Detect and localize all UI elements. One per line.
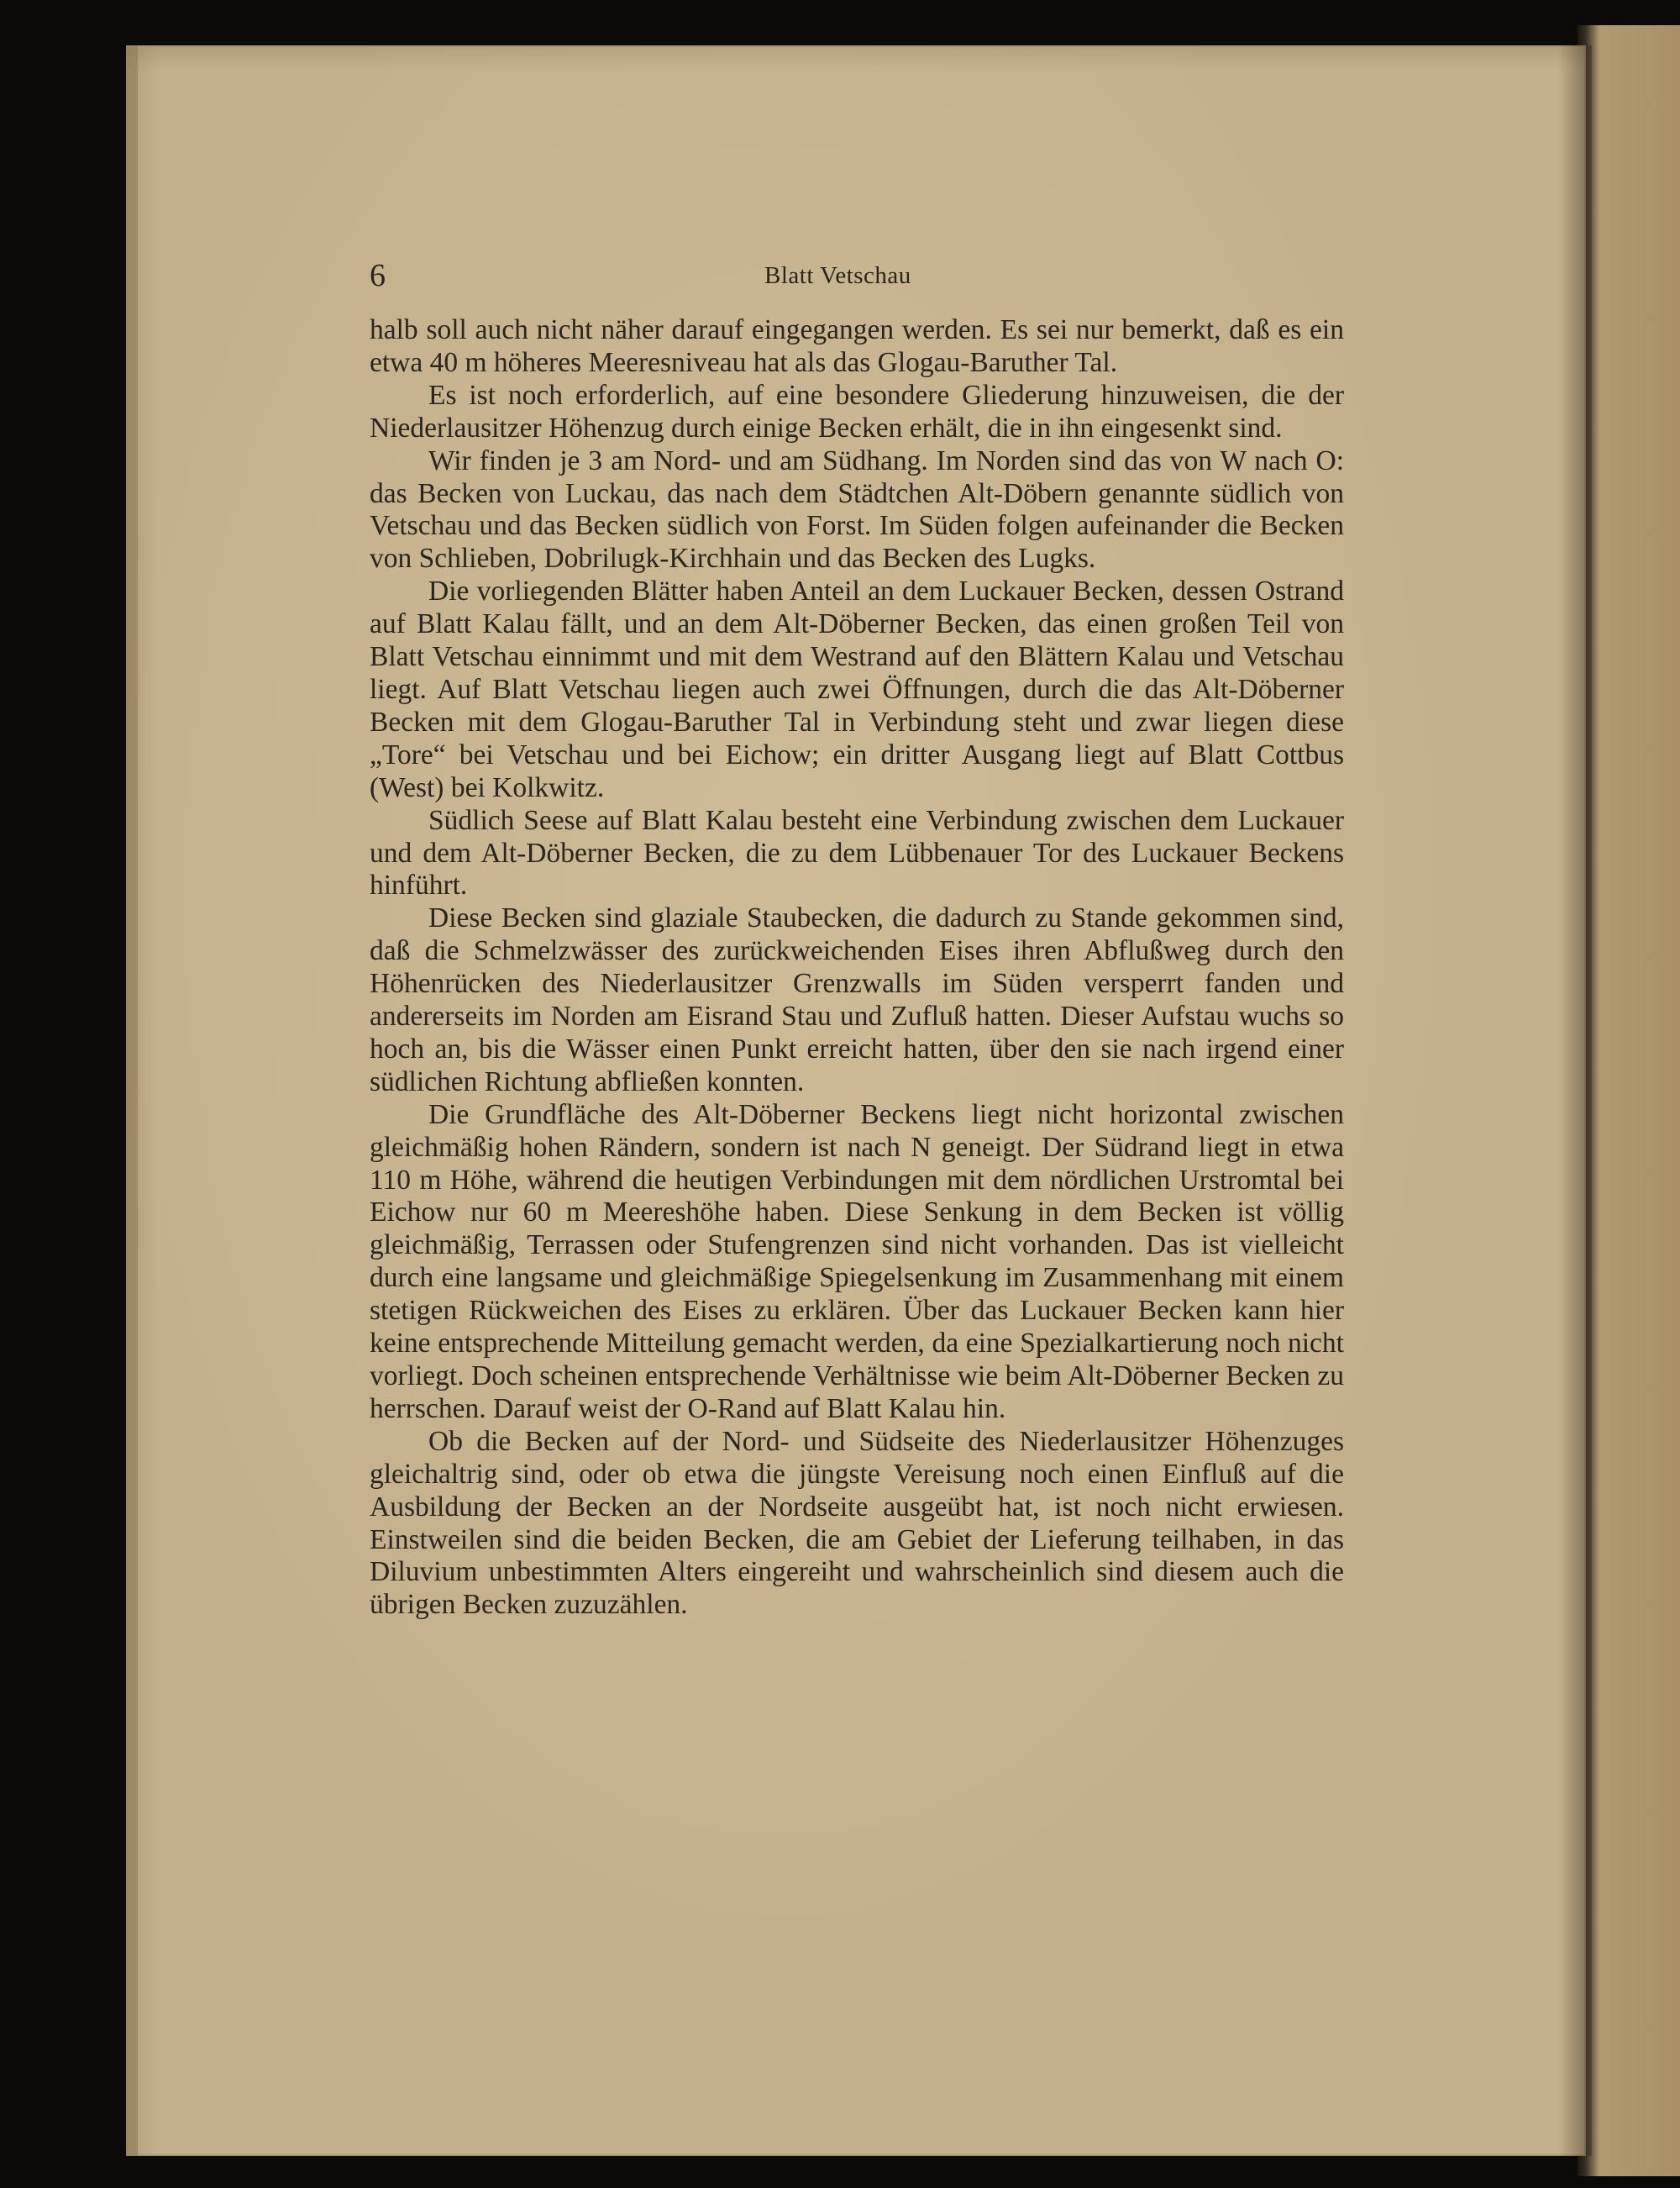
paragraph: Wir finden je 3 am Nord- und am Südhang. Im Norden sind das von W nach O: das Becken von Luckau, das nach dem Städtchen Alt-Döbern genannte südlich von Vetschau und das Becken südlich von Forst. Im Süden folgen aufeinander die Becken von Schlieben, Dobrilugk-Kirchhain und das Becken des Lugks.	[370, 444, 1344, 575]
paragraph: Südlich Seese auf Blatt Kalau besteht eine Verbindung zwischen dem Luckauer und dem Alt-Döberner Becken, die zu dem Lübbenauer Tor des Luckauer Beckens hinführt.	[370, 804, 1344, 902]
gutter-shadow	[1558, 45, 1592, 2156]
paragraph: Ob die Becken auf der Nord- und Südseite des Niederlausitzer Höhenzuges gleichaltrig sind, oder ob etwa die jüngste Vereisung noch einen Einfluß auf die Ausbildung der Becken an der Nordseite ausgeübt hat, ist noch nicht erwiesen. Einstweilen sind die beiden Becken, die am Gebiet der Lieferung teilhaben, in das Diluvium unbestimmten Alters eingereiht und wahrscheinlich sind diesem auch die übrigen Becken zuzuzählen.	[370, 1425, 1344, 1621]
paragraph: halb soll auch nicht näher darauf eingegangen werden. Es sei nur bemerkt, daß es ein etwa 40 m höheres Meeresniveau hat als das Glogau-Baruther Tal.	[370, 314, 1344, 378]
paragraph: Es ist noch erforderlich, auf eine besondere Gliederung hinzuweisen, die der Niederlausitzer Höhenzug durch einige Becken erhält, die in ihn eingesenkt sind.	[370, 379, 1344, 444]
paragraph: Die Grundfläche des Alt-Döberner Beckens liegt nicht horizontal zwischen gleichmäßig hohen Rändern, sondern ist nach N geneigt. Der Südrand liegt in etwa 110 m Höhe, während die heutigen Verbindungen mit dem nördlichen Urstromtal bei Eichow nur 60 m Meereshöhe haben. Diese Senkung in dem Becken ist völlig gleichmäßig, Terrassen oder Stufengrenzen sind nicht vorhanden. Das ist vielleicht durch eine langsame und gleichmäßige Spiegelsenkung im Zusammenhang mit einem stetigen Rückweichen des Eises zu erklären. Über das Luckauer Becken kann hier keine entsprechende Mitteilung gemacht werden, da eine Spezialkartierung noch nicht vorliegt. Doch scheinen entsprechende Verhältnisse wie beim Alt-Döberner Becken zu herrschen. Darauf weist der O-Rand auf Blatt Kalau hin.	[370, 1098, 1344, 1424]
paragraph: Die vorliegenden Blätter haben Anteil an dem Luckauer Becken, dessen Ostrand auf Blatt Kalau fällt, und an dem Alt-Döberner Becken, das einen großen Teil von Blatt Vetschau einnimmt und mit dem Westrand auf den Blättern Kalau und Vetschau liegt. Auf Blatt Vetschau liegen auch zwei Öffnungen, durch die das Alt-Döberner Becken mit dem Glogau-Baruther Tal in Verbindung steht und zwar liegen diese „Tore“ bei Vetschau und bei Eichow; ein dritter Ausgang liegt auf Blatt Cottbus (West) bei Kolkwitz.	[370, 576, 1344, 803]
page-number: 6	[370, 258, 386, 293]
running-title: Blatt Vetschau	[764, 262, 911, 289]
body-text	[370, 314, 1344, 1622]
paragraph: Diese Becken sind glaziale Staubecken, die dadurch zu Stande gekommen sind, daß die Schmelzwässer des zurückweichenden Eises ihren Abflußweg durch den Höhenrücken des Niederlausitzer Grenzwalls im Süden versperrt fanden und andererseits im Norden am Eisrand Stau und Zufluß hatten. Dieser Aufstau wuchs so hoch an, bis die Wässer einen Punkt erreicht hatten, über den sie nach irgend einer südlichen Richtung abfließen konnten.	[370, 902, 1344, 1097]
page-header	[370, 257, 1344, 294]
adjacent-page-edge	[1578, 25, 1680, 2176]
page-binding-edge	[126, 45, 138, 2156]
